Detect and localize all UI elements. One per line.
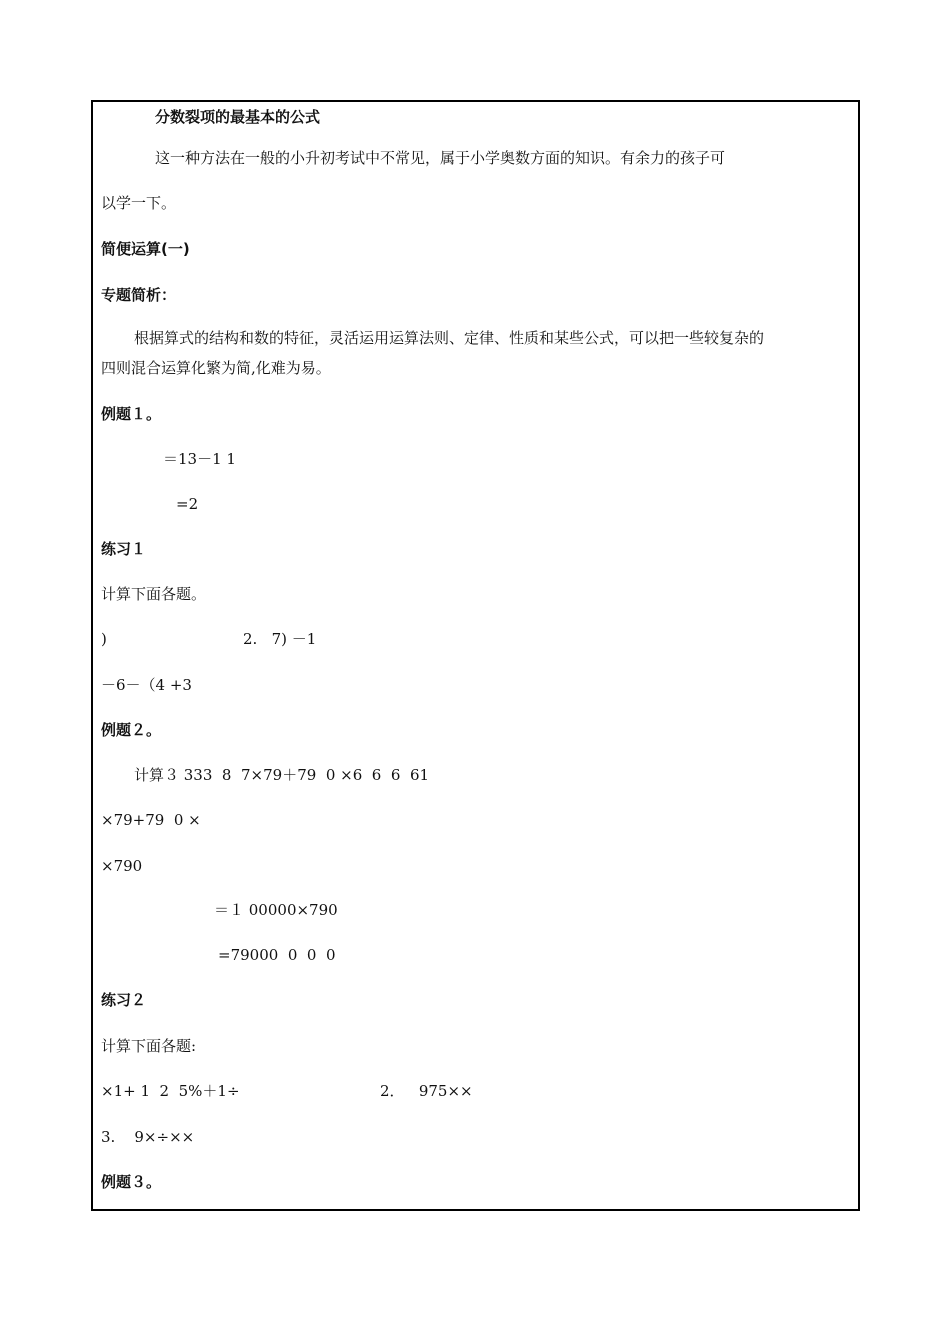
example-2-step-1: ＝１ 00000×790 [214, 901, 338, 919]
practice-1-question-c: －6－（4 +3 [101, 676, 192, 694]
practice-1-instruction: 计算下面各题。 [101, 585, 207, 603]
example-3-label: 例题３。 [101, 1173, 162, 1191]
practice-1-label: 练习１ [101, 540, 147, 558]
example-2-line-3: ×790 [101, 857, 143, 875]
practice-2-label: 练习２ [101, 991, 147, 1009]
intro-line-1: 这一种方法在一般的小升初考试中不常见，属于小学奥数方面的知识。有余力的孩子可 [155, 149, 726, 167]
content-frame [91, 100, 860, 1211]
topic-line-2: 四则混合运算化繁为简,化难为易。 [101, 359, 331, 377]
section-title: 简便运算(一) [101, 240, 190, 258]
practice-1-question-b: 2. 7) －1 [243, 630, 317, 648]
example-2-line-2: ×79+79 0 × [101, 811, 201, 829]
example-2-line-1: 计算３ 333 8 7×79＋79 0 ×6 6 6 61 [134, 766, 430, 784]
practice-2-question-3: 3. 9×÷×× [101, 1128, 195, 1146]
doc-heading: 分数裂项的最基本的公式 [155, 108, 321, 126]
example-1-step-1: ＝13－1 1 [163, 450, 236, 468]
topic-label: 专题简析： [101, 286, 177, 304]
example-1-step-2: =2 [176, 495, 199, 513]
practice-2-question-1: ×1+ 1 2 5%＋1÷ [101, 1082, 240, 1100]
practice-2-question-2: 2． 975×× [380, 1082, 473, 1100]
practice-1-question-a: ) [101, 630, 107, 648]
example-1-label: 例题１。 [101, 405, 162, 423]
practice-2-instruction: 计算下面各题: [101, 1037, 197, 1055]
intro-line-2: 以学一下。 [101, 194, 177, 212]
example-2-label: 例题２。 [101, 721, 162, 739]
example-2-step-2: =79000 0 0 0 [218, 946, 336, 964]
topic-line-1: 根据算式的结构和数的特征，灵活运用运算法则、定律、性质和某些公式，可以把一些较复杂的 [134, 329, 765, 347]
